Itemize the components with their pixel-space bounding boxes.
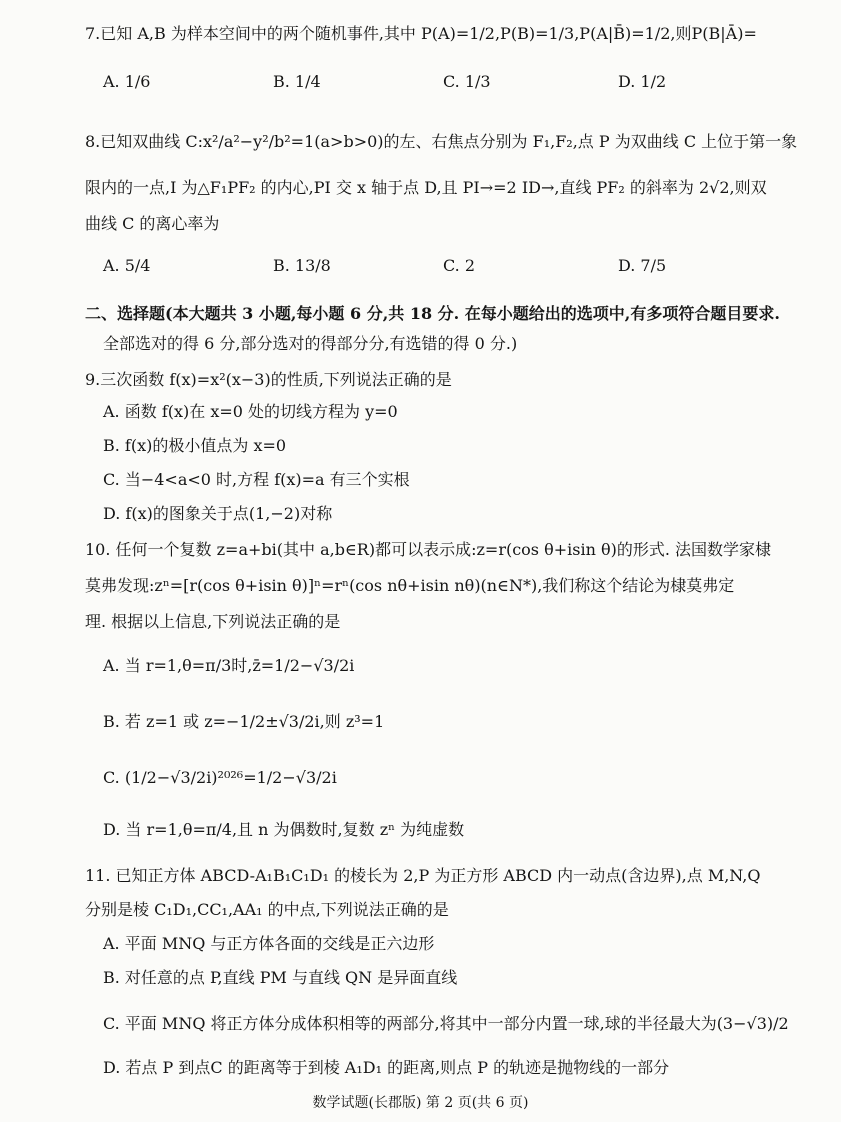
q10-line-3: 理. 根据以上信息,下列说法正确的是: [85, 612, 341, 631]
q8-line-1: 8.已知双曲线 C:x²/a²−y²/b²=1(a>b>0)的左、右焦点分别为 F₁,F₂,点 P 为双曲线 C 上位于第一象: [85, 132, 798, 151]
q11-line-1: 11. 已知正方体 ABCD-A₁B₁C₁D₁ 的棱长为 2,P 为正方形 ABCD 内一动点(含边界),点 M,N,Q: [85, 866, 761, 885]
q11-option-c: C. 平面 MNQ 将正方体分成体积相等的两部分,将其中一部分内置一球,球的半径最大为(3−√3)/2: [103, 1014, 789, 1033]
q10-option-d: D. 当 r=1,θ=π/4,且 n 为偶数时,复数 zⁿ 为纯虚数: [103, 820, 465, 839]
q9-option-a: A. 函数 f(x)在 x=0 处的切线方程为 y=0: [103, 402, 398, 421]
q10-line-2: 莫弗发现:zⁿ=[r(cos θ+isin θ)]ⁿ=rⁿ(cos nθ+isin nθ)(n∈N*),我们称这个结论为棣莫弗定: [85, 576, 735, 595]
q11-option-a: A. 平面 MNQ 与正方体各面的交线是正六边形: [103, 934, 435, 953]
q7-option-a: A. 1/6: [103, 72, 151, 91]
q8-option-a: A. 5/4: [103, 256, 151, 275]
q9-option-c: C. 当−4<a<0 时,方程 f(x)=a 有三个实根: [103, 470, 410, 489]
q11-line-2: 分别是棱 C₁D₁,CC₁,AA₁ 的中点,下列说法正确的是: [85, 900, 449, 919]
q8-option-c: C. 2: [443, 256, 476, 275]
q10-option-b: B. 若 z=1 或 z=−1/2±√3/2i,则 z³=1: [103, 712, 385, 731]
q10-option-c: C. (1/2−√3/2i)²⁰²⁶=1/2−√3/2i: [103, 768, 337, 787]
q9-option-d: D. f(x)的图象关于点(1,−2)对称: [103, 504, 333, 523]
q10-option-a: A. 当 r=1,θ=π/3时,z̄=1/2−√3/2i: [103, 656, 355, 675]
q8-line-3: 曲线 C 的离心率为: [85, 214, 220, 233]
section-2-heading: 二、选择题(本大题共 3 小题,每小题 6 分,共 18 分. 在每小题给出的选项中,有多项符合题目要求.: [85, 304, 780, 323]
q8-line-2: 限内的一点,I 为△F₁PF₂ 的内心,PI 交 x 轴于点 D,且 PI→=2 ID→,直线 PF₂ 的斜率为 2√2,则双: [85, 178, 767, 197]
q7-option-b: B. 1/4: [273, 72, 321, 91]
q9-stem: 9.三次函数 f(x)=x²(x−3)的性质,下列说法正确的是: [85, 370, 452, 389]
q10-line-1: 10. 任何一个复数 z=a+bi(其中 a,b∈R)都可以表示成:z=r(cos θ+isin θ)的形式. 法国数学家棣: [85, 540, 772, 559]
q8-option-b: B. 13/8: [273, 256, 331, 275]
q7-option-d: D. 1/2: [618, 72, 667, 91]
section-2-note: 全部选对的得 6 分,部分选对的得部分分,有选错的得 0 分.): [103, 334, 518, 353]
page-footer: 数学试题(长郡版) 第 2 页(共 6 页): [312, 1095, 529, 1111]
q11-option-b: B. 对任意的点 P,直线 PM 与直线 QN 是异面直线: [103, 968, 458, 987]
q9-option-b: B. f(x)的极小值点为 x=0: [103, 436, 287, 455]
q7-stem: 7.已知 A,B 为样本空间中的两个随机事件,其中 P(A)=1/2,P(B)=1/3,P(A|B̄)=1/2,则P(B|Ā)=: [85, 24, 757, 43]
q7-option-c: C. 1/3: [443, 72, 491, 91]
q11-option-d: D. 若点 P 到点C 的距离等于到棱 A₁D₁ 的距离,则点 P 的轨迹是抛物线的一部分: [103, 1058, 670, 1077]
q8-option-d: D. 7/5: [618, 256, 667, 275]
